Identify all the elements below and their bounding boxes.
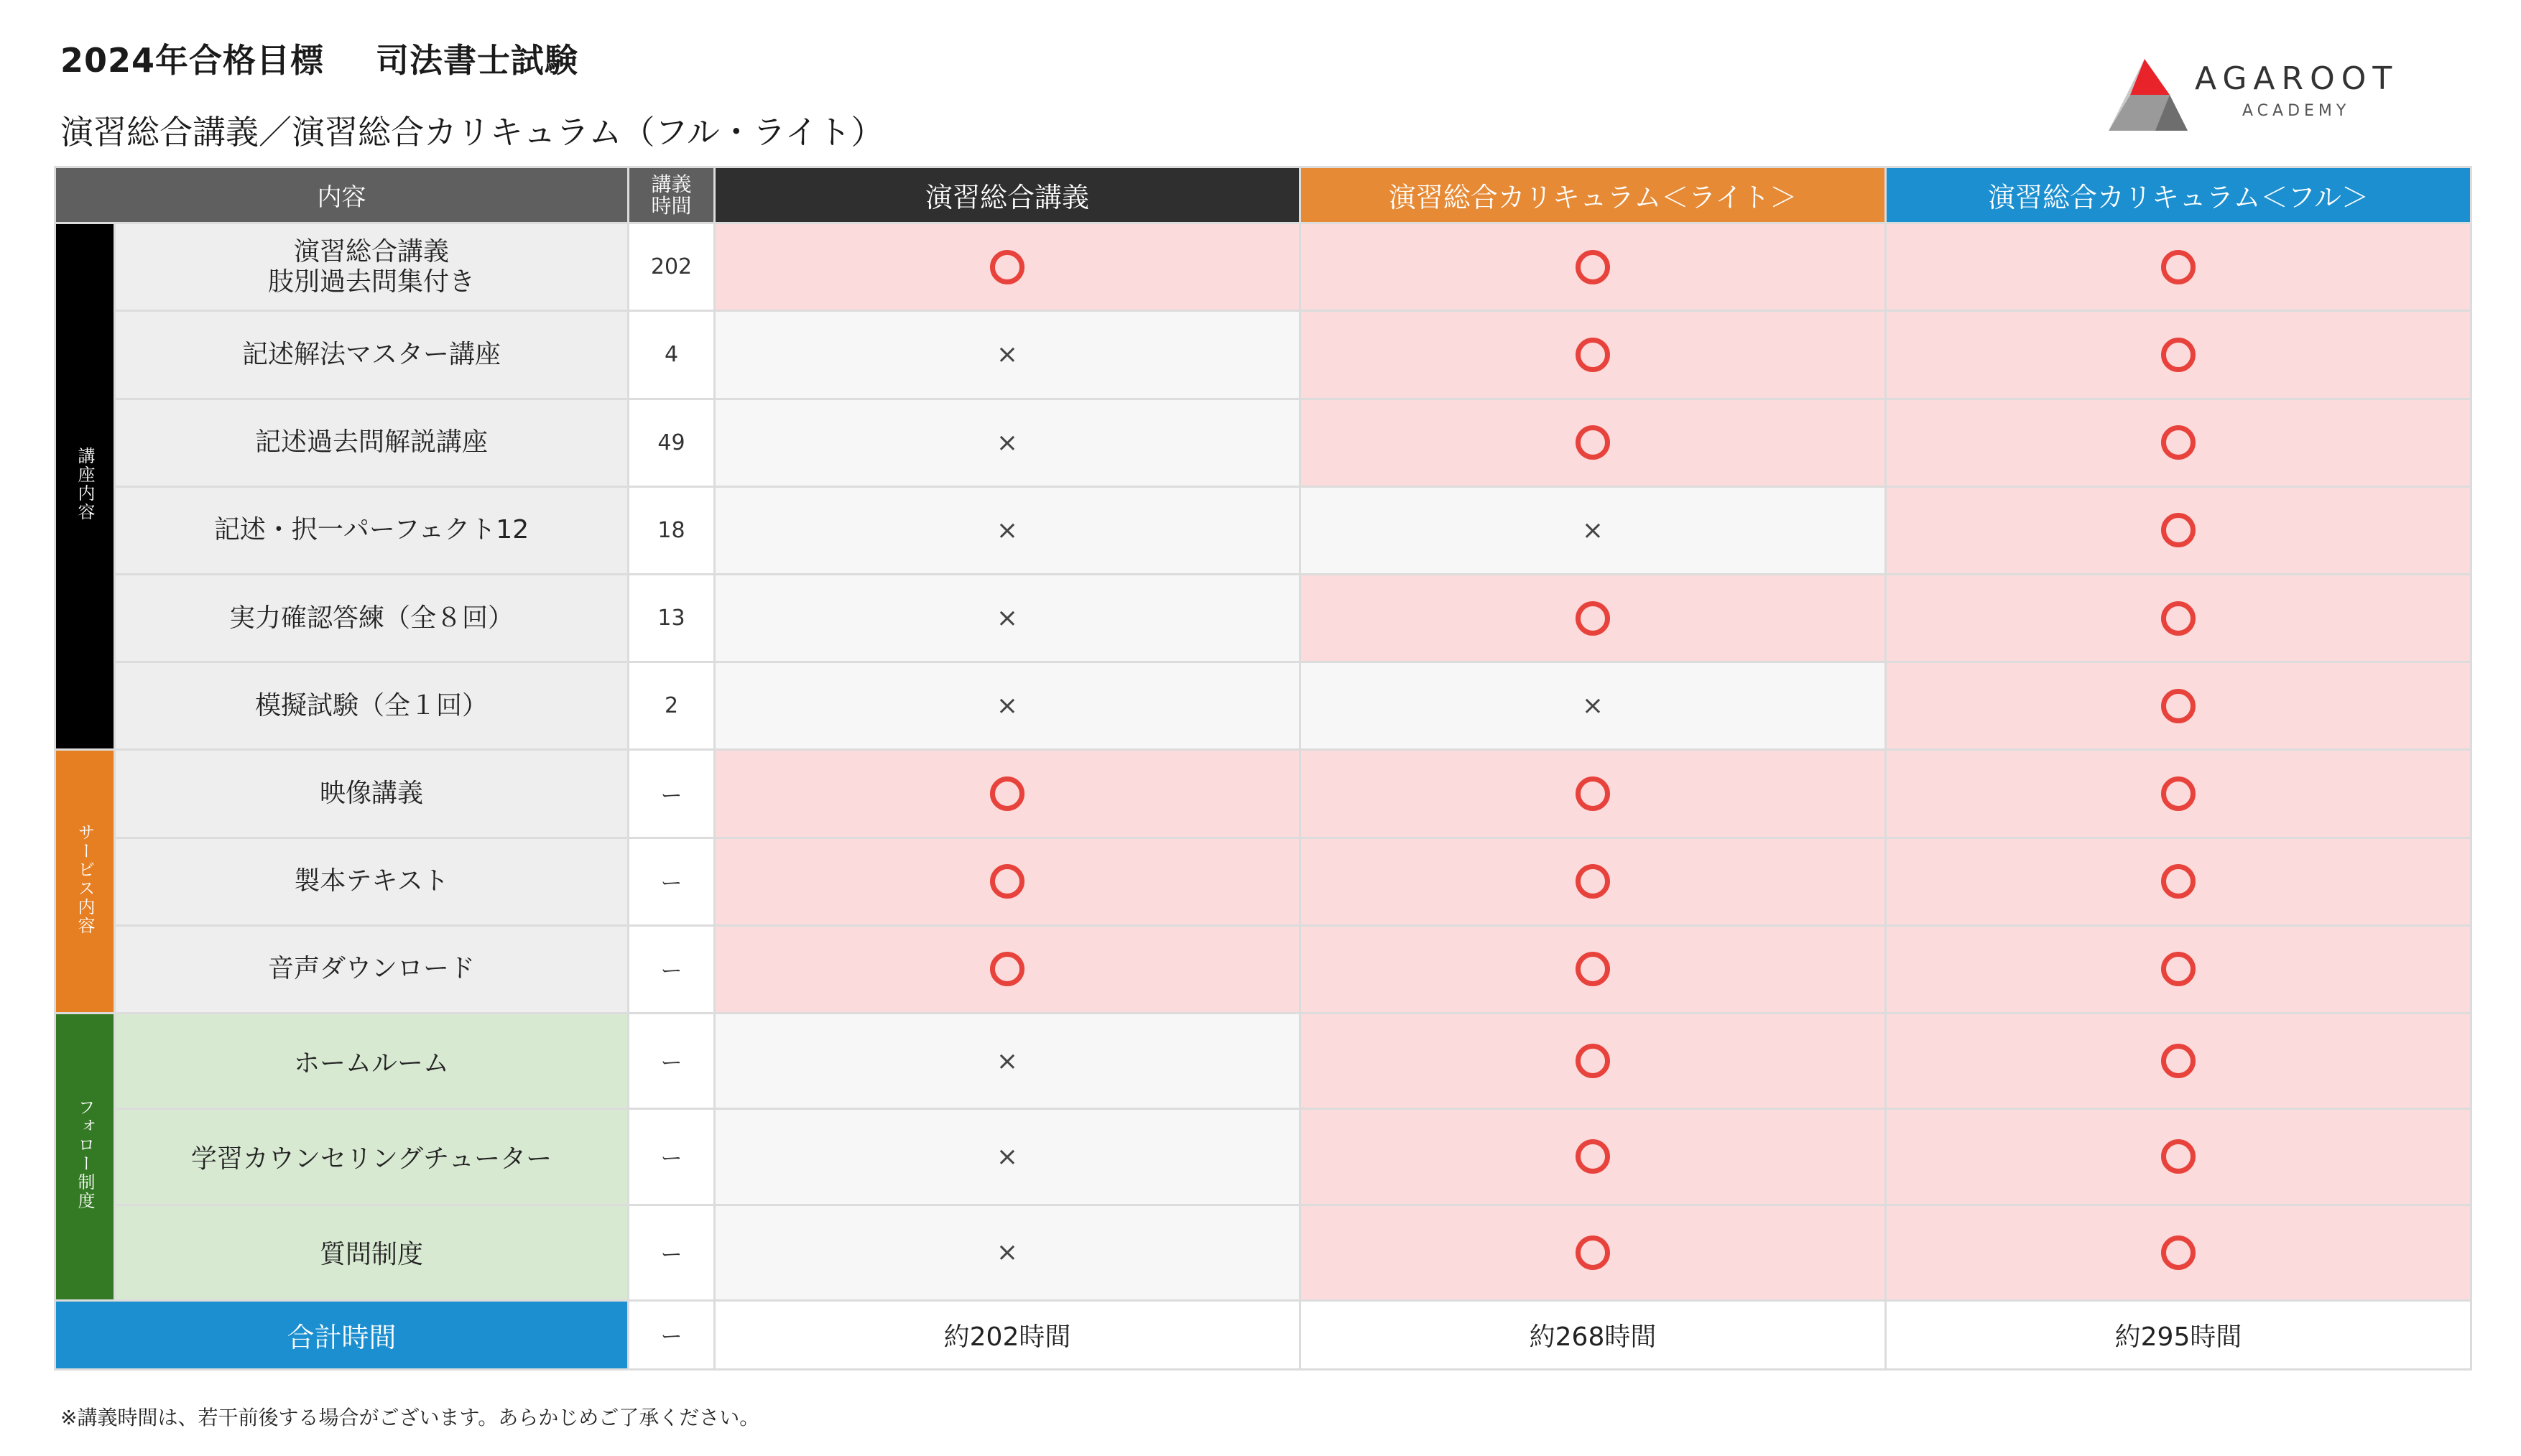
agaroot-logo bbox=[2101, 52, 2403, 138]
included-cell bbox=[1300, 311, 1886, 399]
not-included-cell bbox=[715, 662, 1300, 750]
cross-icon: × bbox=[996, 1238, 1019, 1268]
item-name: 模擬試験（全１回） bbox=[115, 662, 629, 750]
cross-icon: × bbox=[996, 515, 1019, 545]
table-row bbox=[55, 311, 2471, 399]
circle-icon bbox=[1576, 601, 1610, 636]
cross-icon: × bbox=[1581, 691, 1604, 721]
not-included-cell bbox=[715, 1014, 1300, 1109]
logo-sub: ACADEMY bbox=[2242, 102, 2351, 120]
category-label: 講座内容 bbox=[75, 446, 95, 521]
included-cell bbox=[1300, 1109, 1886, 1205]
item-hours: ー bbox=[629, 838, 715, 925]
item-name: 実力確認答練（全８回） bbox=[115, 575, 629, 662]
item-hours: ー bbox=[629, 925, 715, 1013]
circle-icon bbox=[2161, 338, 2196, 372]
category-course bbox=[55, 223, 115, 750]
included-cell bbox=[1886, 750, 2471, 838]
not-included-cell bbox=[715, 486, 1300, 574]
circle-icon bbox=[2161, 1139, 2196, 1174]
not-included-cell bbox=[715, 575, 1300, 662]
included-cell bbox=[1886, 486, 2471, 574]
circle-icon bbox=[990, 952, 1024, 986]
included-cell bbox=[1300, 838, 1886, 925]
circle-icon bbox=[2161, 864, 2196, 899]
item-hours: 13 bbox=[629, 575, 715, 662]
not-included-cell bbox=[715, 1205, 1300, 1300]
item-name: 演習総合講義 肢別過去問集付き bbox=[115, 223, 629, 311]
table-row bbox=[55, 925, 2471, 1013]
table-row bbox=[55, 750, 2471, 838]
included-cell bbox=[1886, 838, 2471, 925]
included-cell bbox=[1300, 925, 1886, 1013]
cross-icon: × bbox=[996, 691, 1019, 721]
circle-icon bbox=[1576, 1044, 1610, 1078]
table-header-row bbox=[55, 167, 2471, 223]
circle-icon bbox=[2161, 952, 2196, 986]
not-included-cell bbox=[715, 1109, 1300, 1205]
included-cell bbox=[1886, 1205, 2471, 1300]
circle-icon bbox=[990, 864, 1024, 899]
included-cell bbox=[1300, 750, 1886, 838]
item-hours: 49 bbox=[629, 399, 715, 486]
circle-icon bbox=[1576, 776, 1610, 811]
footnote: ※講義時間は、若干前後する場合がございます。あらかじめご了承ください。 bbox=[60, 1406, 760, 1429]
item-hours: ー bbox=[629, 1109, 715, 1205]
included-cell bbox=[1886, 925, 2471, 1013]
item-hours: ー bbox=[629, 750, 715, 838]
header-col2: 演習総合カリキュラム＜ライト＞ bbox=[1300, 167, 1886, 223]
item-hours: 202 bbox=[629, 223, 715, 311]
circle-icon bbox=[1576, 864, 1610, 899]
not-included-cell bbox=[1300, 486, 1886, 574]
included-cell bbox=[1886, 1109, 2471, 1205]
item-hours: 18 bbox=[629, 486, 715, 574]
total-row bbox=[55, 1300, 2471, 1369]
item-name: 記述・択一パーフェクト12 bbox=[115, 486, 629, 574]
header-content: 内容 bbox=[55, 167, 629, 223]
included-cell bbox=[1886, 223, 2471, 311]
category-service bbox=[55, 750, 115, 1014]
year-goal: 2024年合格目標 bbox=[60, 41, 325, 80]
circle-icon bbox=[1576, 1139, 1610, 1174]
not-included-cell bbox=[1300, 662, 1886, 750]
exam-name: 司法書士試験 bbox=[376, 41, 579, 80]
circle-icon bbox=[990, 776, 1024, 811]
category-follow bbox=[55, 1014, 115, 1301]
item-name: 記述解法マスター講座 bbox=[115, 311, 629, 399]
not-included-cell bbox=[715, 399, 1300, 486]
category-label: サービス内容 bbox=[75, 822, 95, 935]
circle-icon bbox=[1576, 338, 1610, 372]
item-hours: ー bbox=[629, 1014, 715, 1109]
table-row bbox=[55, 575, 2471, 662]
included-cell bbox=[1300, 575, 1886, 662]
table-row bbox=[55, 662, 2471, 750]
circle-icon bbox=[1576, 425, 1610, 460]
item-name: 学習カウンセリングチューター bbox=[115, 1109, 629, 1205]
cross-icon: × bbox=[996, 340, 1019, 370]
included-cell bbox=[1886, 575, 2471, 662]
included-cell bbox=[715, 838, 1300, 925]
included-cell bbox=[1886, 662, 2471, 750]
included-cell bbox=[1300, 399, 1886, 486]
included-cell bbox=[1300, 223, 1886, 311]
circle-icon bbox=[2161, 689, 2196, 723]
header-col3: 演習総合カリキュラム＜フル＞ bbox=[1886, 167, 2471, 223]
total-hours: ー bbox=[629, 1300, 715, 1369]
included-cell bbox=[1300, 1014, 1886, 1109]
circle-icon bbox=[2161, 1044, 2196, 1078]
item-hours: 2 bbox=[629, 662, 715, 750]
item-name: ホームルーム bbox=[115, 1014, 629, 1109]
total-col3: 約295時間 bbox=[1886, 1300, 2471, 1369]
circle-icon bbox=[2161, 513, 2196, 547]
circle-icon bbox=[990, 250, 1024, 284]
cross-icon: × bbox=[996, 1141, 1019, 1172]
item-name: 製本テキスト bbox=[115, 838, 629, 925]
included-cell bbox=[715, 223, 1300, 311]
page-title bbox=[60, 34, 630, 82]
circle-icon bbox=[1576, 250, 1610, 284]
included-cell bbox=[1886, 311, 2471, 399]
included-cell bbox=[1886, 399, 2471, 486]
page-subtitle: 演習総合講義／演習総合カリキュラム（フル・ライト） bbox=[60, 113, 884, 152]
circle-icon bbox=[2161, 250, 2196, 284]
table-row bbox=[55, 1109, 2471, 1205]
logo-mark-icon bbox=[2101, 52, 2195, 138]
item-name: 記述過去問解説講座 bbox=[115, 399, 629, 486]
comparison-table bbox=[54, 166, 2472, 1371]
item-name: 質問制度 bbox=[115, 1205, 629, 1300]
header-hours: 講義時間 bbox=[629, 167, 715, 223]
total-col1: 約202時間 bbox=[715, 1300, 1300, 1369]
total-label: 合計時間 bbox=[55, 1300, 629, 1369]
table-row bbox=[55, 838, 2471, 925]
table-row bbox=[55, 1014, 2471, 1109]
header-col1: 演習総合講義 bbox=[715, 167, 1300, 223]
not-included-cell bbox=[715, 311, 1300, 399]
circle-icon bbox=[2161, 776, 2196, 811]
table-row bbox=[55, 486, 2471, 574]
included-cell bbox=[1300, 1205, 1886, 1300]
total-col2: 約268時間 bbox=[1300, 1300, 1886, 1369]
circle-icon bbox=[1576, 952, 1610, 986]
included-cell bbox=[715, 750, 1300, 838]
included-cell bbox=[715, 925, 1300, 1013]
item-hours: ー bbox=[629, 1205, 715, 1300]
item-name: 音声ダウンロード bbox=[115, 925, 629, 1013]
logo-name: AGAROOT bbox=[2195, 60, 2399, 97]
table-row bbox=[55, 223, 2471, 311]
cross-icon: × bbox=[996, 603, 1019, 634]
cross-icon: × bbox=[996, 427, 1019, 458]
category-label: フォロー制度 bbox=[75, 1098, 95, 1210]
table-row bbox=[55, 1205, 2471, 1300]
item-name: 映像講義 bbox=[115, 750, 629, 838]
included-cell bbox=[1886, 1014, 2471, 1109]
circle-icon bbox=[1576, 1235, 1610, 1270]
circle-icon bbox=[2161, 1235, 2196, 1270]
cross-icon: × bbox=[1581, 515, 1604, 545]
table-row bbox=[55, 399, 2471, 486]
circle-icon bbox=[2161, 425, 2196, 460]
cross-icon: × bbox=[996, 1046, 1019, 1076]
item-hours: 4 bbox=[629, 311, 715, 399]
circle-icon bbox=[2161, 601, 2196, 636]
